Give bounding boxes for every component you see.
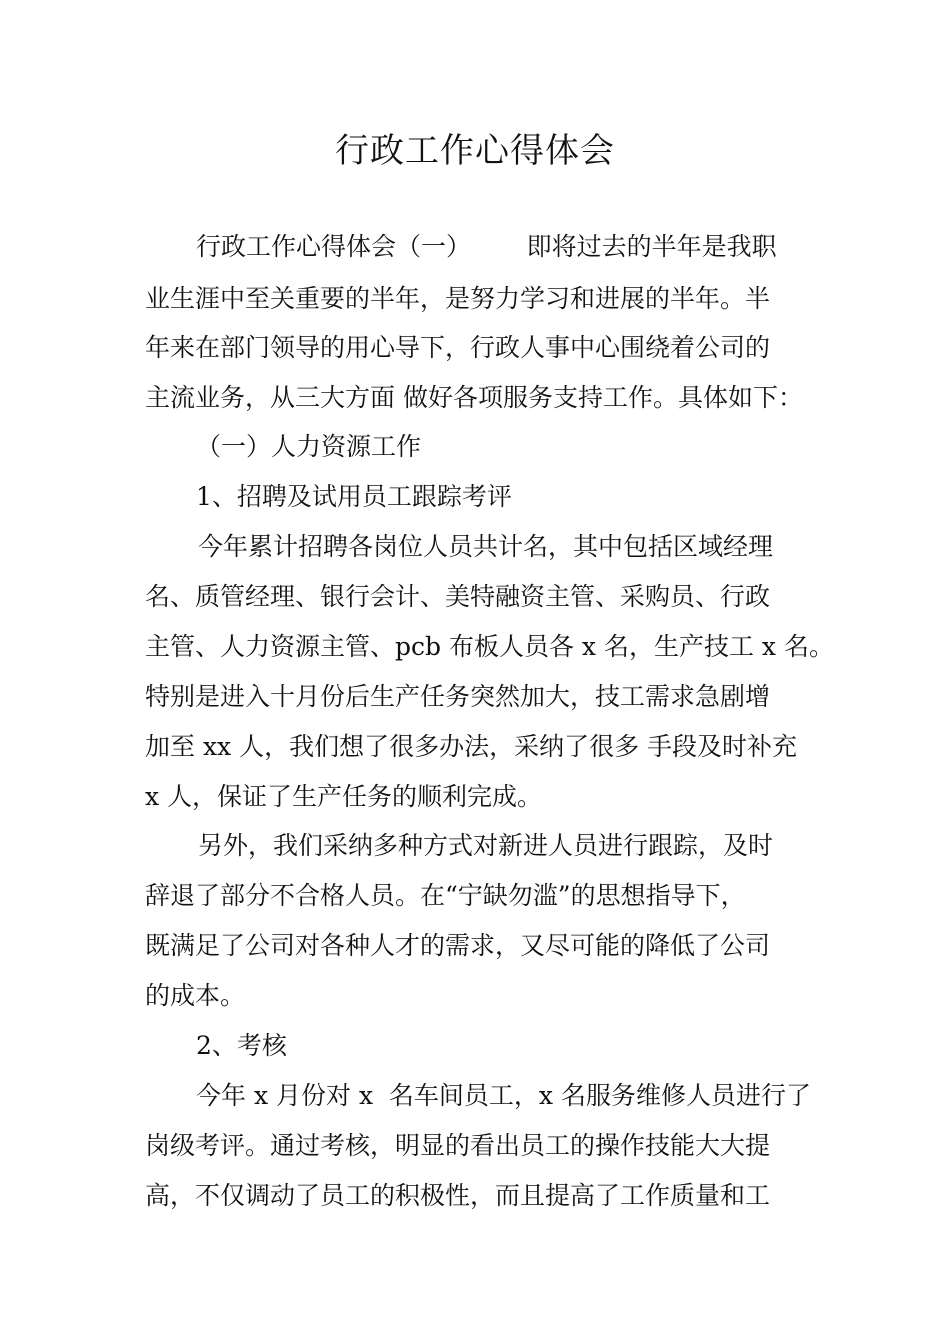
document-title: 行政工作心得体会 — [335, 131, 615, 171]
paragraph-line: 今年 x 月份对 x 名车间员工，x 名服务维修人员进行了 — [196, 1081, 811, 1110]
paragraph-line: 主管、人力资源主管、pcb 布板人员各 x 名，生产技工 x 名。 — [145, 632, 834, 661]
paragraph-line: 高，不仅调动了员工的积极性，而且提高了工作质量和工 — [145, 1181, 771, 1210]
paragraph-line: 的成本。 — [145, 981, 246, 1010]
paragraph-line: 主流业务，从三大方面 做好各项服务支持工作。具体如下： — [145, 383, 803, 412]
paragraph-line: 行政工作心得体会（一） 即将过去的半年是我职 — [196, 232, 777, 261]
subsection-heading: 2、考核 — [196, 1031, 287, 1060]
paragraph-line: 加至 xx 人，我们想了很多办法，采纳了很多 手段及时补充 — [145, 732, 798, 761]
subsection-heading: 1、招聘及试用员工跟踪考评 — [196, 482, 512, 511]
paragraph-line: 名、质管经理、银行会计、美特融资主管、采购员、行政 — [145, 582, 771, 611]
paragraph-line: 年来在部门领导的用心导下，行政人事中心围绕着公司的 — [145, 333, 771, 362]
paragraph-line: 特别是进入十月份后生产任务突然加大，技工需求急剧增 — [145, 682, 771, 711]
paragraph-line: 岗级考评。通过考核，明显的看出员工的操作技能大大提 — [145, 1131, 771, 1160]
paragraph-line: 今年累计招聘各岗位人员共计名，其中包括区域经理 — [198, 532, 774, 561]
paragraph-line: 业生涯中至关重要的半年，是努力学习和进展的半年。半 — [145, 284, 771, 313]
paragraph-line: 辞退了部分不合格人员。在“宁缺勿滥”的思想指导下， — [145, 881, 746, 910]
paragraph-line: 另外，我们采纳多种方式对新进人员进行跟踪，及时 — [198, 831, 774, 860]
paragraph-line: x 人，保证了生产任务的顺利完成。 — [145, 782, 543, 811]
paragraph-line: 既满足了公司对各种人才的需求，又尽可能的降低了公司 — [145, 931, 771, 960]
section-heading: （一）人力资源工作 — [196, 432, 422, 461]
